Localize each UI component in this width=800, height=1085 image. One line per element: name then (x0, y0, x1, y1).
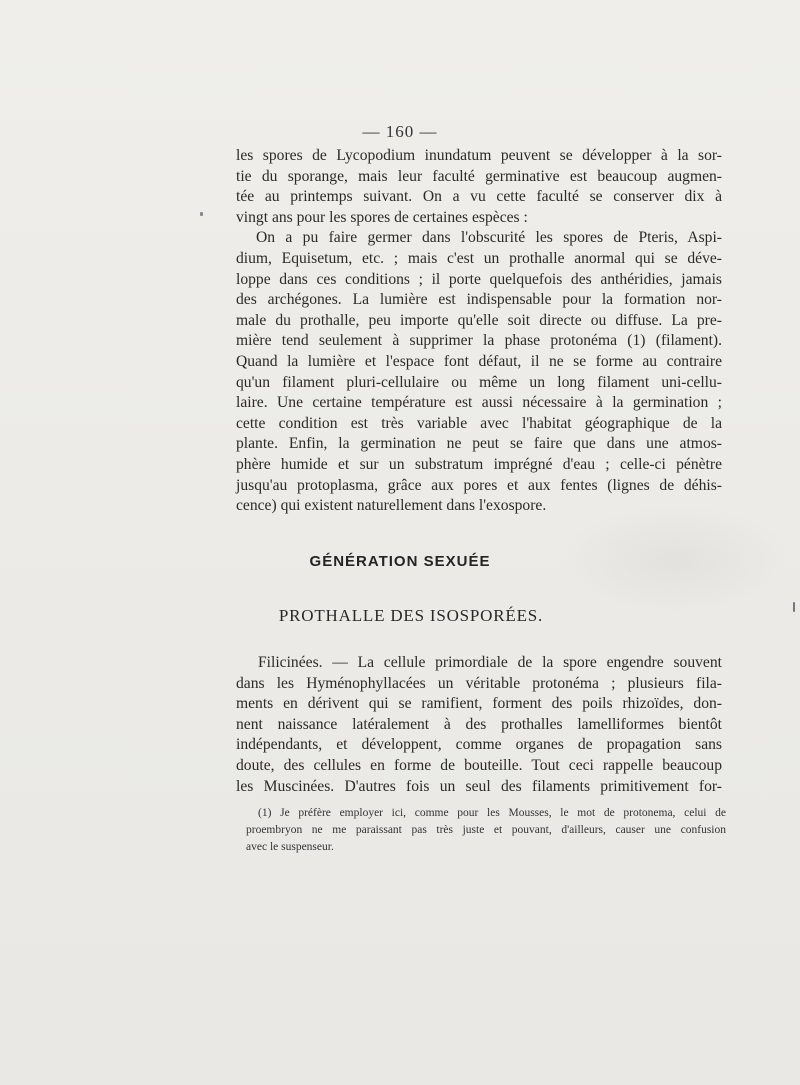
text-line: indépendants, et développent, comme organes de propagation sans (236, 736, 722, 754)
body-paragraphs-top (236, 146, 722, 517)
text-line: Filicinées. — La cellule primordiale de la spore engendre souvent (258, 654, 722, 671)
text-line: tie du sporange, mais leur faculté germinative est beaucoup augmen- (236, 167, 722, 185)
section-heading: GÉNÉRATION SEXUÉE (309, 553, 491, 570)
text-line: les Muscinées. D'autres fois un seul des filaments primitivement for- (236, 777, 722, 795)
body-paragraphs-bottom (236, 653, 722, 797)
text-line: nent naissance latéralement à des prothalles lamelliformes bientôt (236, 715, 722, 733)
text-line: Quand la lumière et l'espace font défaut, il ne se forme au contraire (236, 352, 722, 370)
text-line: cence) qui existent naturellement dans l'exospore. (236, 497, 547, 515)
text-line: vingt ans pour les spores de certaines espèces : (236, 208, 528, 226)
text-line: laire. Une certaine température est aussi nécessaire à la germination ; (236, 394, 722, 412)
text-line: phère humide et sur un substratum imprégné d'eau ; celle-ci pénètre (236, 455, 722, 473)
text-line: doute, des cellules en forme de bouteille. Tout ceci rappelle beaucoup (236, 756, 722, 774)
text-line: des archégones. La lumière est indispensable pour la formation nor- (236, 291, 722, 309)
page-number: — 160 — (362, 122, 438, 141)
footnote-line: (1) Je préfère employer ici, comme pour les Mousses, le mot de protonema, celui de (258, 807, 726, 819)
text-line: male du prothalle, peu importe qu'elle soit directe ou diffuse. La pre- (236, 311, 722, 329)
text-line: dans les Hyménophyllacées un véritable protonéma ; plusieurs fila- (236, 674, 722, 692)
text-line: cette condition est très variable avec l'habitat géographique de la (236, 414, 722, 432)
text-line: loppe dans ces conditions ; il porte quelquefois des anthéridies, jamais (236, 270, 722, 288)
text-line: les spores de Lycopodium inundatum peuvent se développer à la sor- (236, 147, 722, 164)
footnote (246, 805, 726, 856)
text-line: qu'un filament pluri-cellulaire ou même un long filament uni-cellu- (236, 373, 722, 391)
text-line: dium, Equisetum, etc. ; mais c'est un prothalle anormal qui se déve- (236, 249, 722, 267)
footnote-line: avec le suspenseur. (246, 841, 334, 853)
paper-speck (200, 212, 203, 216)
text-line: plante. Enfin, la germination ne peut se faire que dans une atmos- (236, 435, 722, 453)
subsection-heading: PROTHALLE DES ISOSPORÉES. (278, 606, 544, 625)
text-line: tée au printemps suivant. On a vu cette faculté se conserver dix à (236, 188, 722, 206)
footnote-line: proembryon ne me paraissant pas très juste et pouvant, d'ailleurs, causer une confusion (246, 824, 726, 836)
text-line: jusqu'au protoplasma, grâce aux pores et aux fentes (lignes de déhis- (236, 476, 722, 494)
text-line: ments en dérivent qui se ramifient, forment des poils rhizoïdes, don- (236, 695, 722, 713)
text-line: mière tend seulement à supprimer la phase protonéma (1) (filament). (236, 332, 722, 350)
text-line: On a pu faire germer dans l'obscurité les spores de Pteris, Aspi- (256, 229, 722, 247)
